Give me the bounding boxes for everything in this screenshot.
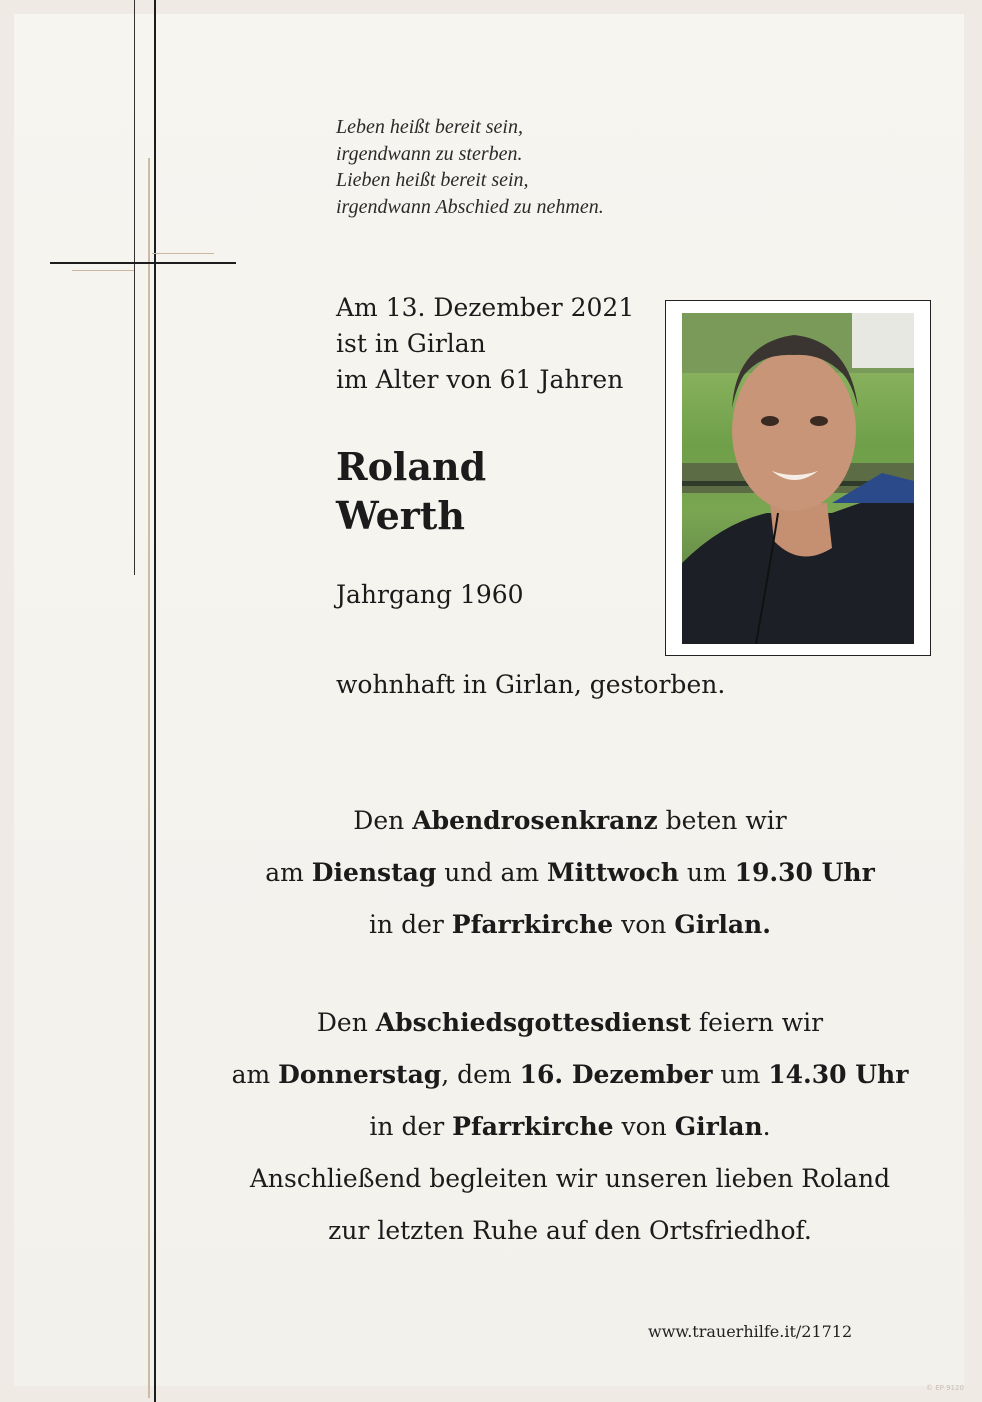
rosary-line-2: am Dienstag und am Mittwoch um 19.30 Uhr (265, 858, 875, 887)
rosary-line-1: Den Abendrosenkranz beten wir (353, 806, 787, 835)
portrait-frame (665, 300, 931, 656)
quote-line: Leben heißt bereit sein, (336, 116, 523, 138)
website-link[interactable]: www.trauerhilfe.it/21712 (648, 1322, 853, 1341)
funeral-line-4: Anschließend begleiten wir unseren lieben Roland (249, 1164, 891, 1193)
rosary-announcement (190, 795, 950, 951)
cross-accent-horizontal-right (152, 253, 214, 254)
intro-line: ist in Girlan (336, 329, 486, 358)
quote-line: irgendwann zu sterben. (336, 142, 523, 165)
funeral-line-2: am Donnerstag, dem 16. Dezember um 14.30 Uhr (231, 1060, 909, 1089)
cross-accent-horizontal-left (72, 270, 134, 271)
quote-line: Lieben heißt bereit sein, (336, 169, 529, 191)
intro-line: Am 13. Dezember 2021 (336, 293, 635, 322)
funeral-line-3: in der Pfarrkirche von Girlan. (369, 1112, 771, 1141)
portrait-photo (682, 313, 914, 644)
residence-text: wohnhaft in Girlan, gestorben. (336, 670, 726, 699)
funeral-announcement (190, 997, 950, 1257)
funeral-line-5: zur letzten Ruhe auf den Ortsfriedhof. (328, 1216, 812, 1245)
cross-thin-vertical (134, 0, 135, 575)
death-announcement (336, 290, 634, 398)
birth-year: Jahrgang 1960 (336, 580, 524, 609)
print-code: © EP 9120 (926, 1384, 964, 1392)
funeral-line-1: Den Abschiedsgottesdienst feiern wir (316, 1008, 824, 1037)
last-name: Werth (336, 493, 465, 538)
rosary-line-3: in der Pfarrkirche von Girlan. (369, 910, 771, 939)
deceased-name (336, 442, 486, 540)
cross-vertical-beam (154, 0, 156, 1402)
cross-horizontal-beam (50, 262, 236, 264)
cross-accent-vertical (148, 158, 150, 1398)
quote-line: irgendwann Abschied zu nehmen. (336, 195, 604, 218)
memorial-quote (336, 114, 604, 220)
first-name: Roland (336, 444, 487, 489)
intro-line: im Alter von 61 Jahren (336, 365, 624, 394)
